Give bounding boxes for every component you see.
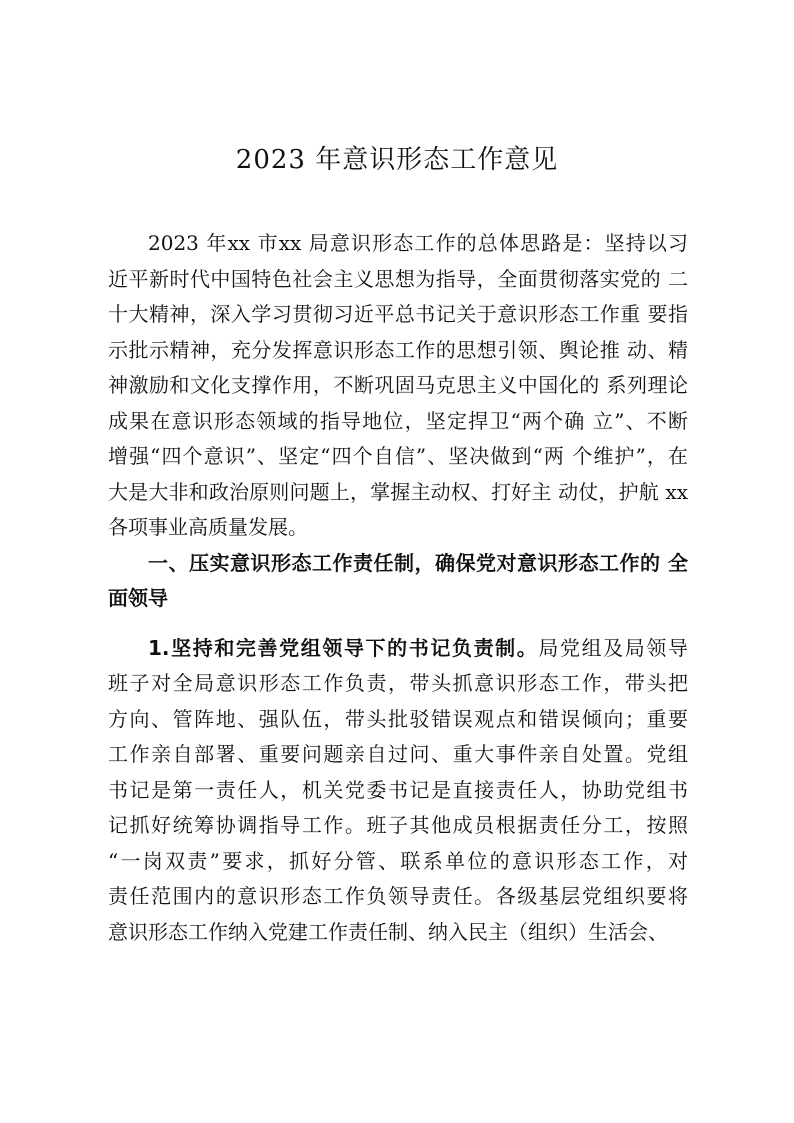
intro-line: 2023 年xx 市xx 局意识形态工作的总体思路是：坚持以习 [148,231,688,255]
item-line: “一岗双责”要求，抓好分管、联系单位的意识形态工作，对 [108,848,688,873]
item-line: 责任范围内的意识形态工作负领导责任。各级基层党组织要将 [108,884,688,908]
item-line: 意识形态工作纳入党建工作责任制、纳入民主（组织）生活会、 [108,919,668,944]
intro-line: 神激励和文化支撑作用，不断巩固马克思主义中国化的 系列理论 [108,373,688,397]
intro-line: 各项事业高质量发展。 [108,515,308,539]
item-line: 方向、管阵地、强队伍，带头批驳错误观点和错误倾向；重要 [108,706,688,731]
item-line: 班子对全局意识形态工作负责，带头抓意识形态工作，带头把 [108,671,688,695]
paragraph-gap [108,617,688,631]
item-heading: 1.坚持和完善党组领导下的书记负责制。 [148,635,539,660]
intro-line: 增强“四个意识”、坚定“四个自信”、坚决做到“两 个维护”，在 [108,444,688,468]
section-heading: 面领导 [108,586,168,610]
intro-line: 示批示精神，充分发挥意识形态工作的思想引领、舆论推 动、精 [108,337,688,362]
intro-line: 近平新时代中国特色社会主义思想为指导，全面贯彻落实党的 二 [108,266,688,291]
item-line: 书记是第一责任人，机关党委书记是直接责任人，协助党组书 [108,777,688,802]
item-line [108,631,688,667]
item-text: 局党组及局领导 [538,635,689,660]
document-title: 2023 年意识形态工作意见 [235,145,559,175]
intro-line: 成果在意识形态领域的指导地位，坚定捍卫“两个确 立”、不断 [108,408,688,433]
document-body [108,226,688,950]
intro-line: 十大精神，深入学习贯彻习近平总书记关于意识形态工作重 要指 [108,302,688,326]
item-line: 记抓好统筹协调指导工作。班子其他成员根据责任分工，按照 [108,813,688,837]
item-line: 工作亲自部署、重要问题亲自过问、重大事件亲自处置。党组 [108,742,688,766]
intro-line: 大是大非和政治原则问题上，掌握主动权、打好主 动仗，护航 xx [108,479,688,504]
section-heading: 一、压实意识形态工作责任制，确保党对意识形态工作的 全 [148,550,688,575]
